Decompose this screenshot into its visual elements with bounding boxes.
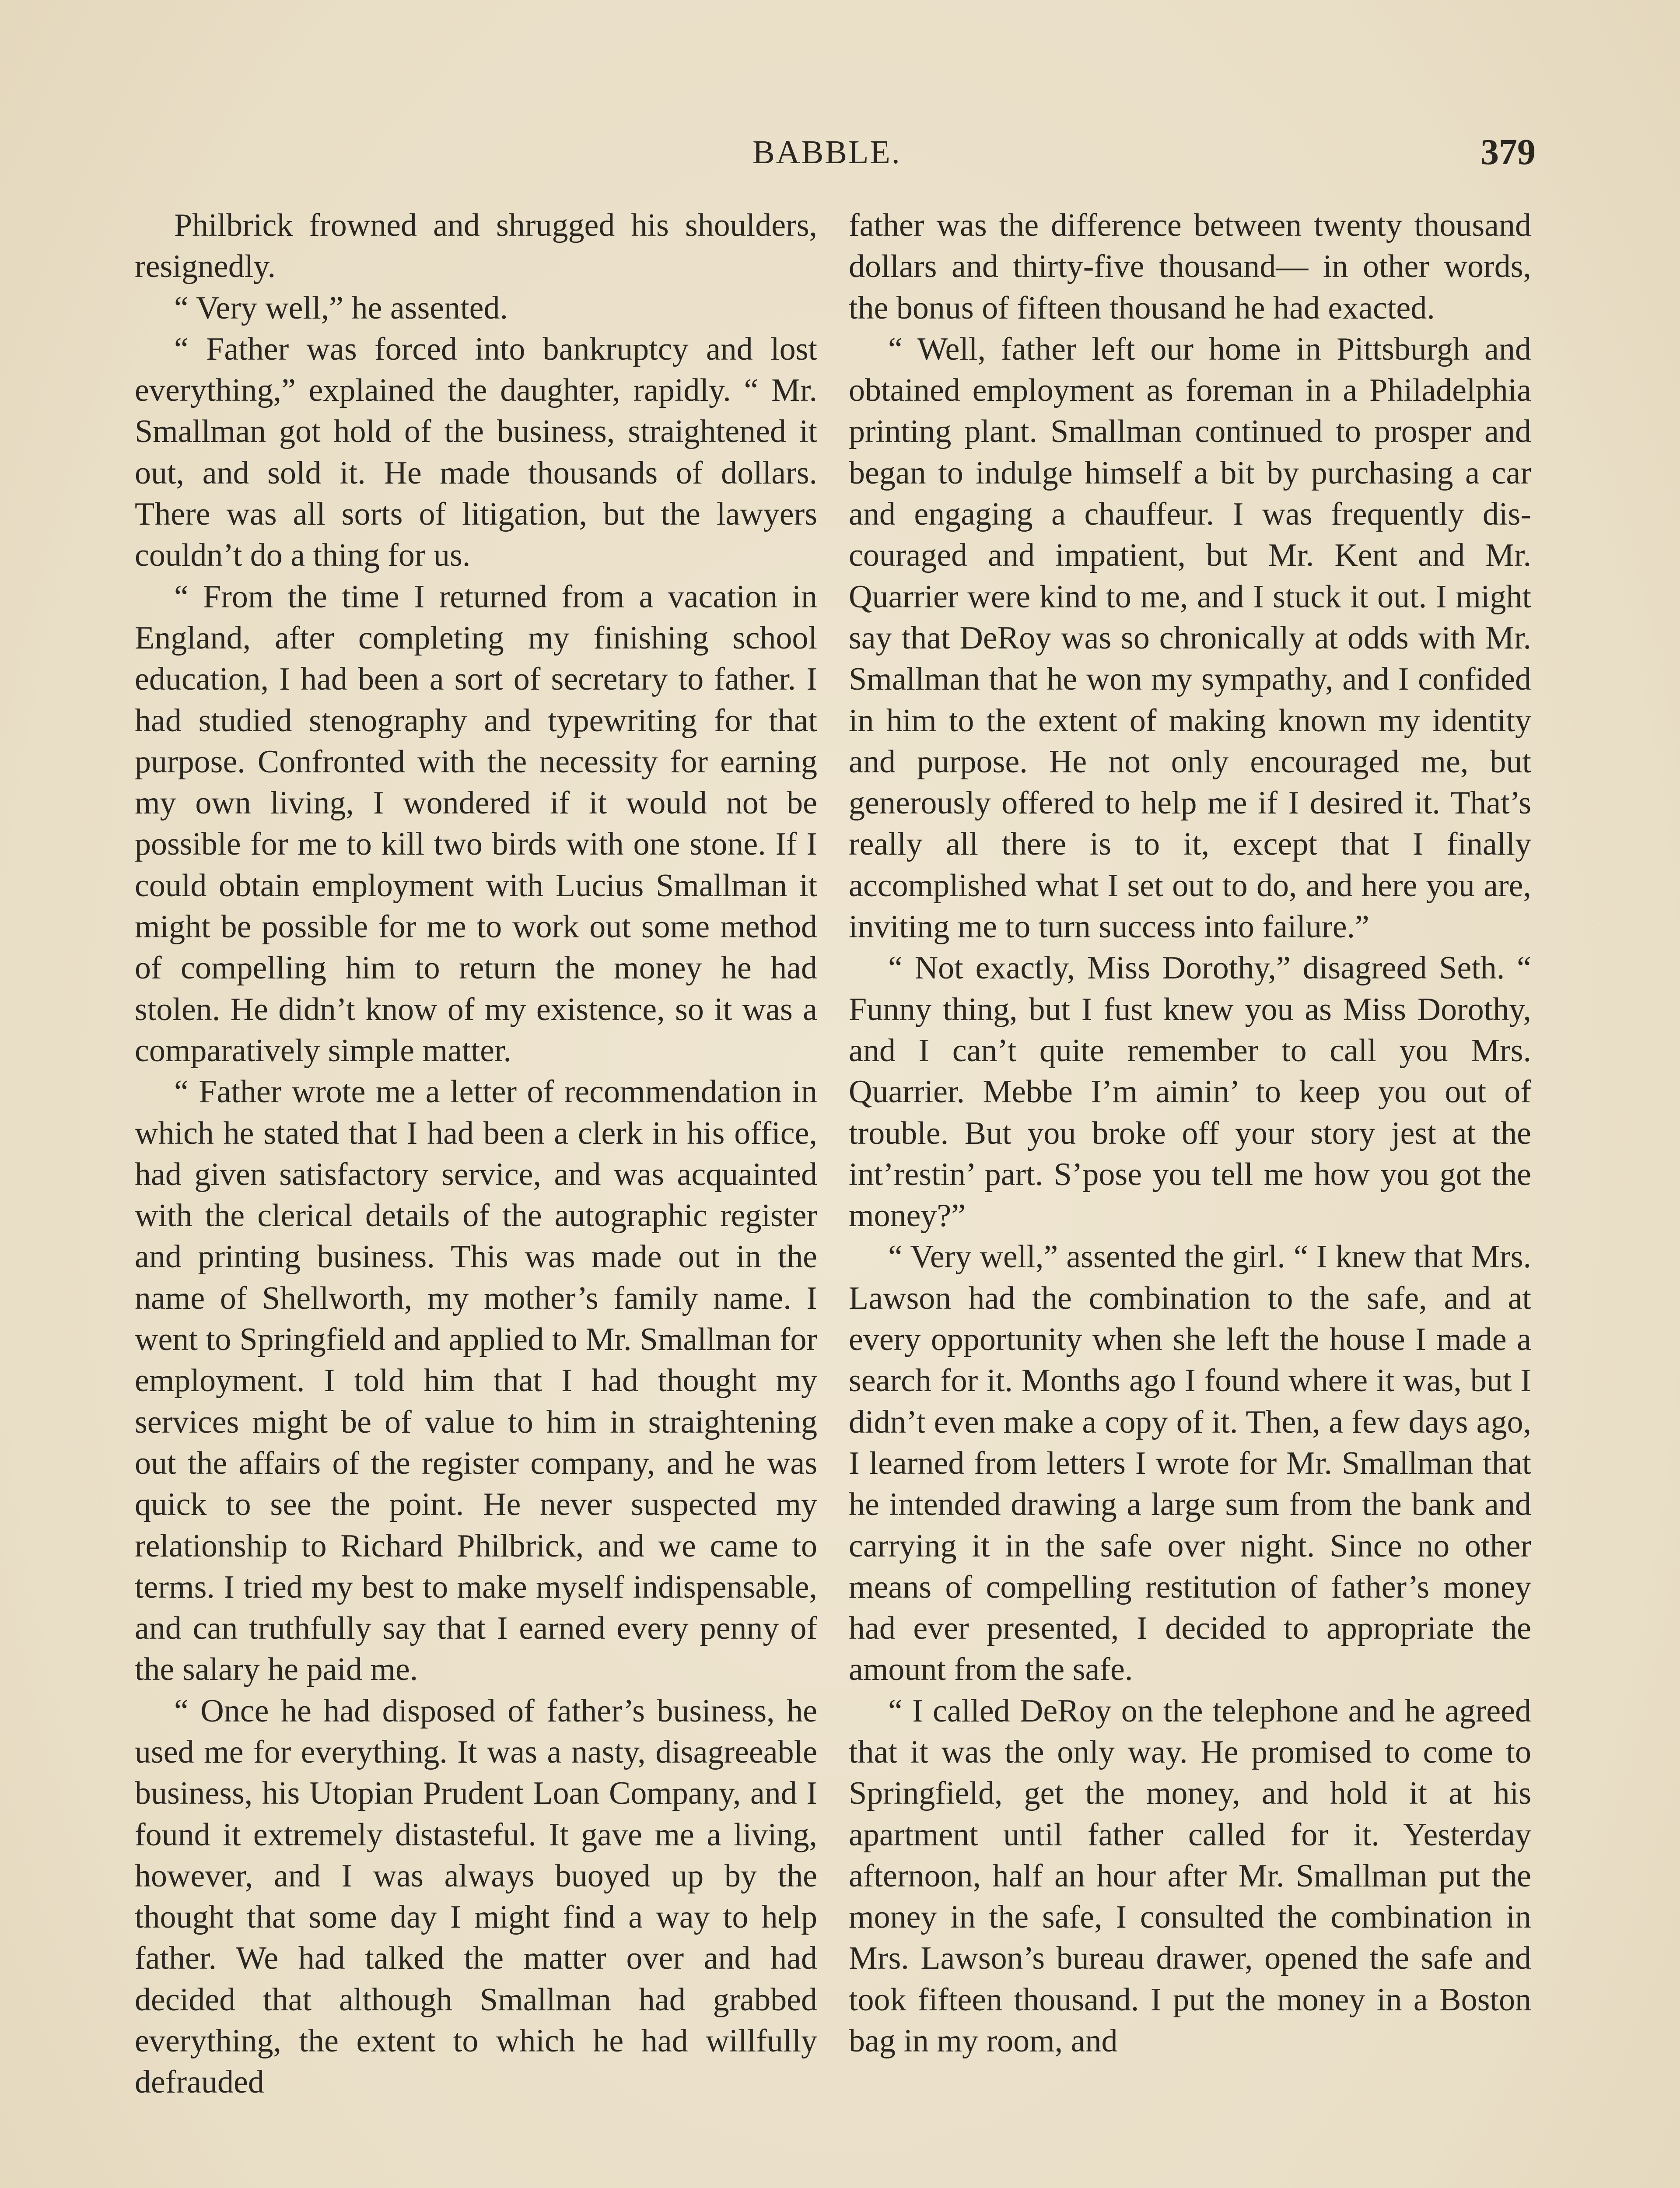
paragraph: “ Father wrote me a letter of recommendation in which he stated that I had been a clerk in his office, had given satisfactory service, and was acquainted with the clerical details of the autographic register and printing business. This was made out in the name of Shellworth, my mother’s family name. I went to Springfield and applied to Mr. Smallman for employment. I told him that I had thought my services might be of value to him in straightening out the affairs of the register company, and he was quick to see the point. He never suspected my relationship to Richard Philbrick, and we came to terms. I tried my best to make myself indispensable, and can truthfully say that I earned every penny of the salary he paid me.	[135, 1074, 817, 1688]
page-number: 379	[1480, 132, 1536, 172]
paragraph: “ Not exactly, Miss Dorothy,” disagreed Seth. “ Funny thing, but I fust knew you as Miss Dorothy, and I can’t quite remember to call you Mrs. Quarrier. Mebbe I’m aimin’ to keep you out of trouble. But you broke off your story jest at the int’restin’ part. S’pose you tell me how you got the money?”	[849, 950, 1531, 1234]
paragraph: Philbrick frowned and shrugged his shoulders, resignedly.	[135, 207, 817, 285]
paragraph-continued: father was the difference between twenty thousand dollars and thirty-five thousand— in other words, the bonus of fifteen thousand he had exacted.	[849, 207, 1531, 326]
right-column	[849, 205, 1531, 2062]
paragraph: “ From the time I returned from a vacation in England, after completing my finishing school education, I had been a sort of secretary to father. I had studied stenography and typewriting for that purpose. Confronted with the necessity for earning my own living, I wondered if it would not be possible for me to kill two birds with one stone. If I could obtain employment with Lucius Smallman it might be possible for me to work out some method of compelling him to return the money he had stolen. He didn’t know of my existence, so it was a comparatively simple matter.	[135, 579, 817, 1069]
paragraph: “ Once he had disposed of father’s business, he used me for everything. It was a nasty, disagreeable business, his Utopian Prudent Loan Company, and I found it extremely distasteful. It gave me a living, however, and I was always buoyed up by the thought that some day I might find a way to help father. We had talked the matter over and had decided that although Smallman had grabbed everything, the extent to which he had willfully defrauded	[135, 1693, 817, 2100]
paragraph: “ Very well,” assented the girl. “ I knew that Mrs. Lawson had the combination to the safe, and at every opportunity when she left the house I made a search for it. Months ago I found where it was, but I didn’t even make a copy of it. Then, a few days ago, I learned from letters I wrote for Mr. Smallman that he intended drawing a large sum from the bank and carrying it in the safe over night. Since no other means of compelling restitution of father’s money had ever presented, I decided to appropriate the amount from the safe.	[849, 1239, 1531, 1688]
left-column	[135, 205, 817, 2103]
running-title: BABBLE.	[752, 134, 901, 171]
paragraph: “ I called DeRoy on the telephone and he agreed that it was the only way. He promised to come to Springfield, get the money, and hold it at his apartment until father called for it. Yesterday afternoon, half an hour after Mr. Smallman put the money in the safe, I consulted the combination in Mrs. Lawson’s bureau drawer, opened the safe and took fifteen thousand. I put the money in a Boston bag in my room, and	[849, 1693, 1531, 2059]
paragraph: “ Very well,” he assented.	[174, 290, 508, 326]
paragraph: “ Father was forced into bankruptcy and lost everything,” explained the daughter, rapidly. “ Mr. Smallman got hold of the business, straightened it out, and sold it. He made thousands of dollars. There was all sorts of litigation, but the lawyers couldn’t do a thing for us.	[135, 331, 817, 574]
paragraph: “ Well, father left our home in Pittsburgh and obtained employment as foreman in a Philadelphia printing plant. Smallman continued to prosper and began to indulge himself a bit by purchasing a car and engaging a chauffeur. I was frequently discouraged and impatient, but Mr. Kent and Mr. Quarrier were kind to me, and I stuck it out. I might say that DeRoy was so chronically at odds with Mr. Smallman that he won my sympathy, and I confided in him to the extent of making known my identity and purpose. He not only encouraged me, but generously offered to help me if I desired it. That’s really all there is to it, except that I finally accomplished what I set out to do, and here you are, inviting me to turn success into failure.”	[849, 331, 1531, 945]
running-head	[131, 133, 1536, 177]
